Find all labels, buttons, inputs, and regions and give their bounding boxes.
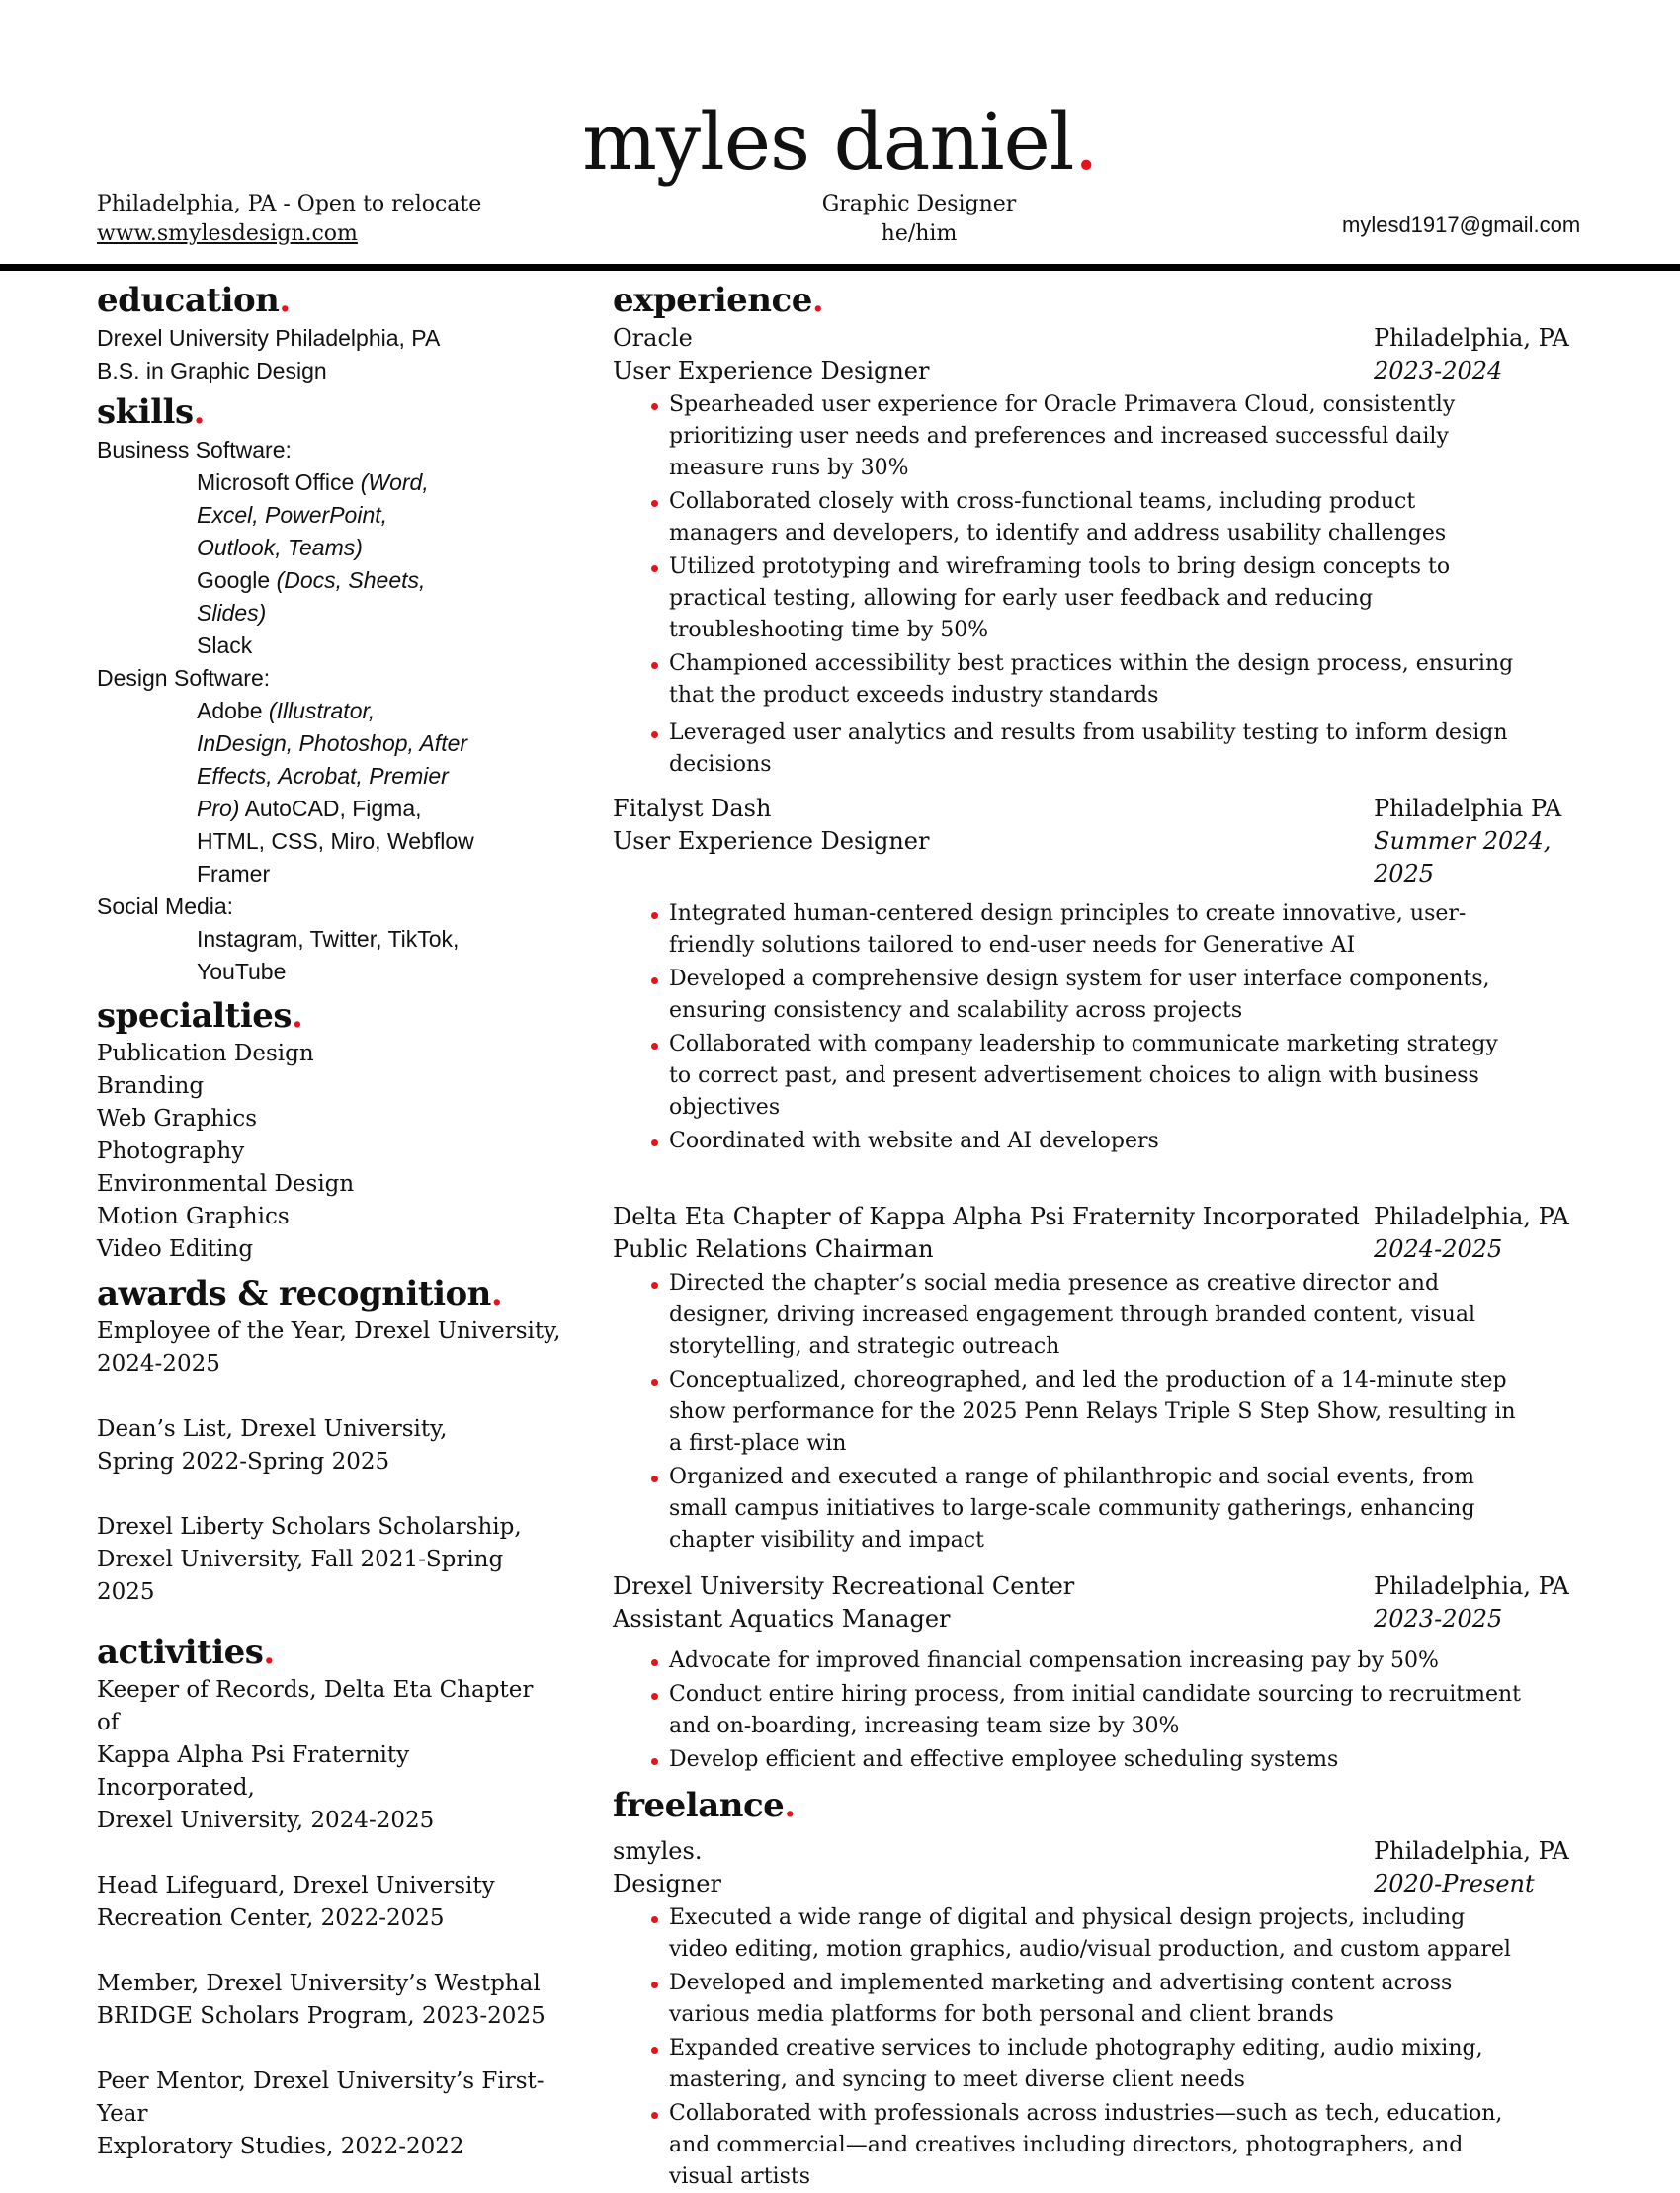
job-org: smyles. <box>613 1837 703 1865</box>
job-org: Oracle <box>613 324 693 352</box>
list-item: Organized and executed a range of philanthropic and social events, from small campus initiatives to large-scale community gatherings, enhancing chapter visibility and impact <box>654 1462 1524 1557</box>
awards-heading: awards & recognition. <box>97 1274 503 1313</box>
bullet-icon <box>651 912 658 919</box>
skills-business-label: Business Software: <box>97 437 292 463</box>
bullet-icon <box>651 1659 658 1666</box>
activity-item: Peer Mentor, Drexel University’s First-Year Exploratory Studies, 2022-2022 <box>97 2068 545 2159</box>
specialties-heading: specialties. <box>97 996 303 1036</box>
list-item: Integrated human-centered design principles to create innovative, user-friendly solutions tailored to end-user needs for Generative AI <box>654 898 1524 962</box>
bullet-icon <box>651 1476 658 1482</box>
list-item: Spearheaded user experience for Oracle Primavera Cloud, consistently prioritizing user needs and preferences and increased successful daily measure runs by 30% <box>654 389 1524 484</box>
job-title: User Experience Designer <box>613 827 930 855</box>
skills-google-line: Slides) <box>197 600 267 626</box>
job-dates: Summer 2024, 2025 <box>1374 827 1552 887</box>
list-item: Environmental Design <box>97 1171 355 1197</box>
job-dates: 2023-2024 <box>1374 357 1503 384</box>
list-item: Develop efficient and effective employee scheduling systems <box>654 1744 1524 1776</box>
skills-office-line: Excel, PowerPoint, <box>197 502 388 528</box>
job-bullets <box>613 1268 1524 1557</box>
skills-heading: skills. <box>97 392 205 432</box>
list-item: Motion Graphics <box>97 1204 290 1229</box>
specialties-list <box>97 1038 561 1266</box>
list-item: Directed the chapter’s social media presence as creative director and designer, driving increased engagement through branded content, visual storytelling, and strategic outreach <box>654 1268 1524 1363</box>
bullet-icon <box>651 565 658 572</box>
skills-web-tools: HTML, CSS, Miro, Webflow <box>197 828 474 854</box>
bullet-icon <box>651 1282 658 1289</box>
job-org: Drexel University Recreational Center <box>613 1572 1075 1600</box>
list-item: Coordinated with website and AI developers <box>654 1126 1524 1157</box>
job-org: Fitalyst Dash <box>613 795 772 822</box>
job-dates: 2023-2025 <box>1374 1605 1503 1633</box>
bullet-icon <box>651 500 658 507</box>
job-bullets <box>613 389 1524 781</box>
activity-item: Keeper of Records, Delta Eta Chapter of Kappa Alpha Psi Fraternity Incorporated, Drexel University, 2024-2025 <box>97 1677 534 1833</box>
page-title: myles daniel. <box>582 96 1098 188</box>
job-title: Designer <box>613 1870 721 1898</box>
education-degree: B.S. in Graphic Design <box>97 358 327 383</box>
job-location: Philadelphia, PA <box>1374 1837 1569 1865</box>
bullet-icon <box>651 1693 658 1700</box>
experience-entry <box>613 1570 1591 1776</box>
award-item: Drexel Liberty Scholars Scholarship, Drexel University, Fall 2021-Spring 2025 <box>97 1514 522 1605</box>
activities-heading: activities. <box>97 1633 275 1672</box>
list-item: Utilized prototyping and wireframing tools to bring design concepts to practical testing, allowing for early user feedback and reducing troubleshooting time by 50% <box>654 551 1524 646</box>
job-bullets <box>613 1645 1524 1776</box>
website-link[interactable]: www.smylesdesign.com <box>97 221 358 246</box>
education-heading: education. <box>97 281 291 320</box>
pronouns-text: he/him <box>881 221 958 246</box>
job-location: Philadelphia, PA <box>1374 1572 1569 1600</box>
title-dot: . <box>1073 96 1098 188</box>
skills-social-label: Social Media: <box>97 893 234 919</box>
right-column <box>613 279 1591 2193</box>
award-item: Employee of the Year, Drexel University, 2024-2025 <box>97 1318 561 1377</box>
freelance-entry <box>613 1835 1591 2193</box>
list-item: Executed a wide range of digital and physical design projects, including video editing, motion graphics, audio/visual production, and custom apparel <box>654 1902 1524 1966</box>
skills-framer: Framer <box>197 861 271 886</box>
list-item: Collaborated with professionals across industries—such as tech, education, and commercial—and creatives including directors, photographers, and visual artists <box>654 2098 1524 2193</box>
skills-social: YouTube <box>197 959 287 984</box>
list-item: Branding <box>97 1073 205 1099</box>
skills-adobe: Adobe (Illustrator, <box>197 698 376 723</box>
freelance-heading: freelance. <box>613 1786 796 1825</box>
activity-item: Member, Drexel University’s Westphal BRIDGE Scholars Program, 2023-2025 <box>97 1971 546 2029</box>
skills-adobe-line: InDesign, Photoshop, After <box>197 730 468 756</box>
job-title: User Experience Designer <box>613 357 930 384</box>
bullet-icon <box>651 1916 658 1923</box>
experience-entry <box>613 322 1591 781</box>
experience-entry <box>613 1201 1591 1557</box>
job-org: Delta Eta Chapter of Kappa Alpha Psi Fraternity Incorporated <box>613 1203 1360 1230</box>
skills-office: Microsoft Office (Word, <box>197 469 429 495</box>
list-item: Collaborated closely with cross-functional teams, including product managers and developers, to identify and address usability challenges <box>654 486 1524 549</box>
bullet-icon <box>651 1982 658 1988</box>
skills-social: Instagram, Twitter, TikTok, <box>197 926 460 952</box>
bullet-icon <box>651 1043 658 1050</box>
list-item: Developed a comprehensive design system for user interface components, ensuring consistency and scalability across projects <box>654 964 1524 1027</box>
skills-slack: Slack <box>197 633 253 658</box>
skills-adobe-line: Pro) AutoCAD, Figma, <box>197 796 422 821</box>
activity-item: Head Lifeguard, Drexel University Recreation Center, 2022-2025 <box>97 1873 495 1931</box>
list-item: Photography <box>97 1139 245 1164</box>
skills-office-line: Outlook, Teams) <box>197 535 363 560</box>
skills-design-label: Design Software: <box>97 665 271 691</box>
list-item: Conceptualized, choreographed, and led the production of a 14-minute step show performance for the 2025 Penn Relays Triple S Step Show, resulting in a first-place win <box>654 1365 1524 1460</box>
job-location: Philadelphia, PA <box>1374 324 1569 352</box>
bullet-icon <box>651 1379 658 1386</box>
list-item: Championed accessibility best practices within the design process, ensuring that the product exceeds industry standards <box>654 648 1524 712</box>
job-title: Public Relations Chairman <box>613 1235 934 1263</box>
resume-header <box>0 0 1680 267</box>
list-item: Conduct entire hiring process, from initial candidate sourcing to recruitment and on-boarding, increasing team size by 30% <box>654 1679 1524 1742</box>
list-item: Publication Design <box>97 1041 314 1066</box>
bullet-icon <box>651 731 658 738</box>
job-location: Philadelphia, PA <box>1374 1203 1569 1230</box>
bullet-icon <box>651 1139 658 1146</box>
education-school: Drexel University Philadelphia, PA <box>97 325 441 351</box>
bullet-icon <box>651 1758 658 1765</box>
list-item: Expanded creative services to include photography editing, audio mixing, mastering, and syncing to meet diverse client needs <box>654 2033 1524 2096</box>
skills-adobe-line: Effects, Acrobat, Premier <box>197 763 449 789</box>
experience-entry <box>613 793 1591 1157</box>
job-title: Assistant Aquatics Manager <box>613 1605 951 1633</box>
job-dates: 2024-2025 <box>1374 1235 1503 1263</box>
award-item: Dean’s List, Drexel University, Spring 2022-Spring 2025 <box>97 1416 448 1475</box>
job-bullets <box>613 1902 1524 2193</box>
email-link[interactable]: mylesd1917@gmail.com <box>1342 212 1581 237</box>
left-column <box>97 279 561 2163</box>
experience-heading: experience. <box>613 281 824 320</box>
list-item: Video Editing <box>97 1236 254 1262</box>
skills-google: Google (Docs, Sheets, <box>197 567 426 593</box>
list-item: Advocate for improved financial compensation increasing pay by 50% <box>654 1645 1524 1677</box>
location-text: Philadelphia, PA - Open to relocate <box>97 192 482 216</box>
bullet-icon <box>651 2047 658 2054</box>
bullet-icon <box>651 403 658 410</box>
list-item: Leveraged user analytics and results from usability testing to inform design decisions <box>654 717 1524 781</box>
list-item: Developed and implemented marketing and advertising content across various media platforms for both personal and client brands <box>654 1968 1524 2031</box>
header-divider <box>0 264 1680 271</box>
bullet-icon <box>651 662 658 669</box>
job-bullets <box>613 898 1524 1157</box>
bullet-icon <box>651 2112 658 2119</box>
list-item: Web Graphics <box>97 1106 258 1132</box>
bullet-icon <box>651 977 658 984</box>
job-dates: 2020-Present <box>1374 1870 1535 1898</box>
list-item: Collaborated with company leadership to communicate marketing strategy to correct past, and present advertisement choices to align with business objectives <box>654 1029 1524 1124</box>
job-location: Philadelphia PA <box>1374 795 1562 822</box>
role-text: Graphic Designer <box>821 192 1017 216</box>
